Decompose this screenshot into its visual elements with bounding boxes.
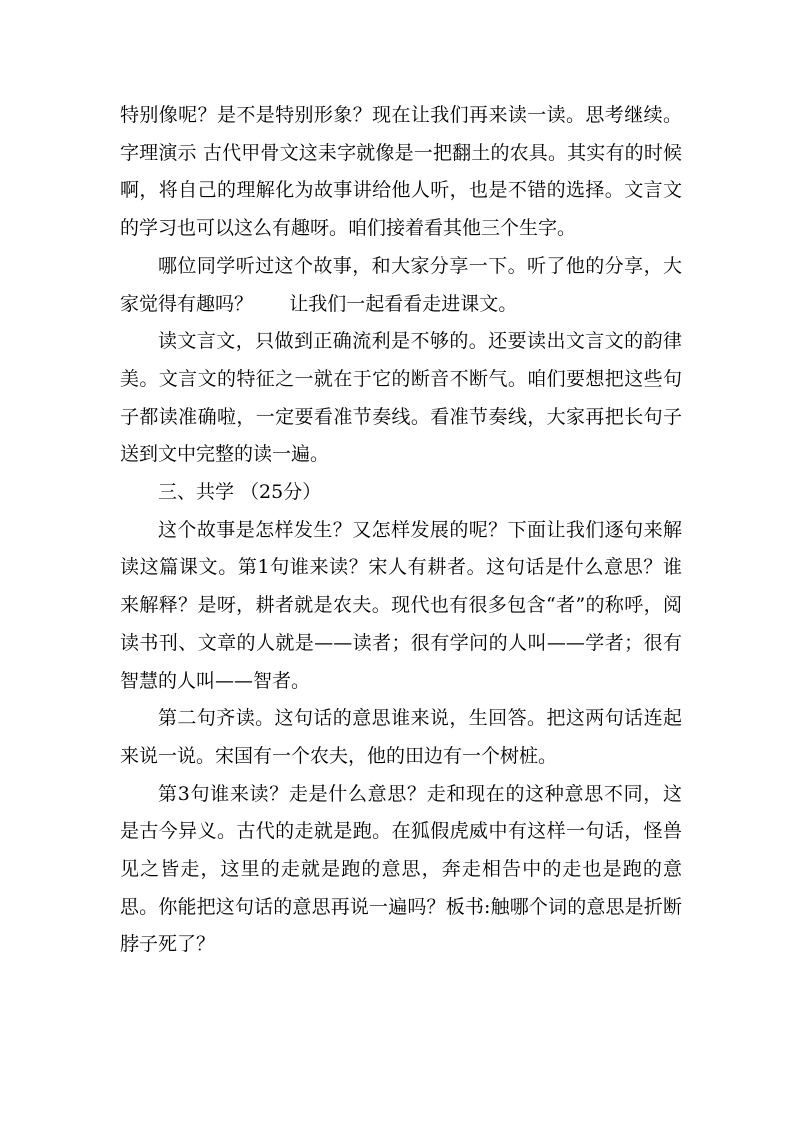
paragraph-6: 第二句齐读。这句话的意思谁来说，生回答。把这两句话连起来说一说。宋国有一个农夫，他的田边有一个树桩。 xyxy=(120,707,682,767)
paragraph-5: 这个故事是怎样发生？又怎样发展的呢？下面让我们逐句来解读这篇课文。第1句谁来读？宋人有耕者。这句话是什么意思？谁来解释？是呀，耕者就是农夫。现代也有很多包含“者”的称呼，阅读书刊、文章的人就是——读者；很有学问的人叫——学者；很有智慧的人叫——智者。 xyxy=(120,518,682,692)
paragraph-7: 第3句谁来读？走是什么意思？走和现在的这种意思不同，这是古今异义。古代的走就是跑。在狐假虎威中有这样一句话，怪兽见之皆走，这里的走就是跑的意思，奔走相告中的走也是跑的意思。你能把这句话的意思再说一遍吗？板书:触哪个词的意思是折断脖子死了？ xyxy=(120,782,682,956)
document-body xyxy=(120,97,682,964)
paragraph-1: 特别像呢？是不是特别形象？现在让我们再来读一读。思考继续。字理演示 古代甲骨文这耒字就像是一把翻土的农具。其实有的时候啊，将自己的理解化为故事讲给他人听，也是不错的选择。文言文的学习也可以这么有趣呀。咱们接着看其他三个生字。 xyxy=(120,104,682,240)
section-heading: 三、共学 （25分） xyxy=(158,481,322,504)
paragraph-3: 读文言文，只做到正确流利是不够的。还要读出文言文的韵律美。文言文的特征之一就在于它的断音不断气。咱们要想把这些句子都读准确啦，一定要看准节奏线。看准节奏线，大家再把长句子送到文中完整的读一遍。 xyxy=(120,330,682,466)
paragraph-2: 哪位同学听过这个故事，和大家分享一下。听了他的分享，大家觉得有趣吗？ 让我们一起看看走进课文。 xyxy=(120,254,682,315)
